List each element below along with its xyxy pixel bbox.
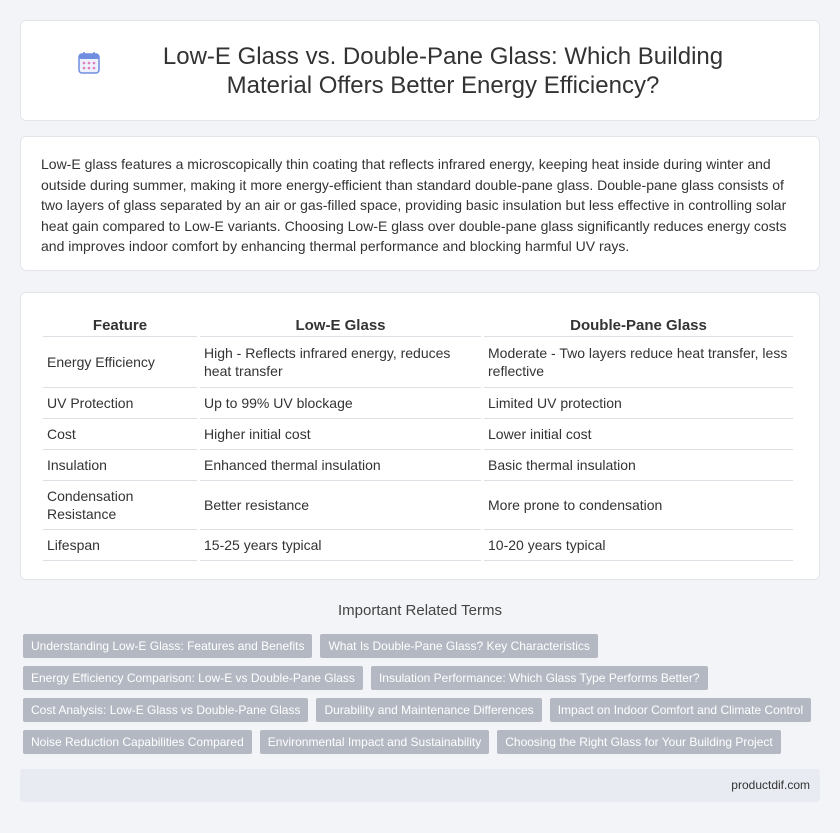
table-cell: 15-25 years typical	[200, 530, 481, 561]
page-title: Low-E Glass vs. Double-Pane Glass: Which Building Material Offers Better Energy Efficiency?	[162, 42, 724, 99]
column-header-double-pane: Double-Pane Glass	[484, 311, 793, 337]
column-header-feature: Feature	[43, 311, 197, 337]
related-tag[interactable]: Choosing the Right Glass for Your Building Project	[497, 730, 781, 754]
table-cell: High - Reflects infrared energy, reduces heat transfer	[200, 337, 481, 388]
footer-site[interactable]: productdif.com	[731, 778, 810, 792]
table-cell: Energy Efficiency	[43, 337, 197, 388]
table-cell: Enhanced thermal insulation	[200, 450, 481, 481]
related-tag[interactable]: Environmental Impact and Sustainability	[260, 730, 489, 754]
table-cell: Limited UV protection	[484, 388, 793, 419]
table-row	[43, 337, 793, 388]
table-cell: Higher initial cost	[200, 419, 481, 450]
table-header-row	[43, 311, 793, 337]
related-tag[interactable]: Energy Efficiency Comparison: Low-E vs Double-Pane Glass	[23, 666, 363, 690]
table-row	[43, 388, 793, 419]
related-terms-title: Important Related Terms	[338, 602, 502, 619]
table-cell: Moderate - Two layers reduce heat transfer, less reflective	[484, 337, 793, 388]
table-cell: Up to 99% UV blockage	[200, 388, 481, 419]
table-cell: UV Protection	[43, 388, 197, 419]
table-row	[43, 530, 793, 561]
table-cell: More prone to condensation	[484, 481, 793, 530]
tag-row	[23, 730, 823, 754]
related-tag[interactable]: Insulation Performance: Which Glass Type Performs Better?	[371, 666, 708, 690]
table-cell: Insulation	[43, 450, 197, 481]
table-cell: Cost	[43, 419, 197, 450]
table-cell: 10-20 years typical	[484, 530, 793, 561]
related-tags	[23, 634, 823, 762]
calendar-icon	[77, 42, 123, 80]
comparison-table-card	[20, 292, 820, 580]
title-wrap	[77, 42, 763, 100]
comparison-table	[40, 311, 796, 561]
column-header-low-e: Low-E Glass	[200, 311, 481, 337]
table-row	[43, 481, 793, 530]
header-card	[20, 20, 820, 121]
related-tag[interactable]: Impact on Indoor Comfort and Climate Control	[550, 698, 811, 722]
related-tag[interactable]: Cost Analysis: Low-E Glass vs Double-Pane Glass	[23, 698, 308, 722]
summary-card	[20, 136, 820, 271]
footer	[20, 769, 820, 802]
table-cell: Lower initial cost	[484, 419, 793, 450]
related-tag[interactable]: What Is Double-Pane Glass? Key Characteristics	[320, 634, 597, 658]
tag-row	[23, 666, 823, 690]
summary-text: Low-E glass features a microscopically thin coating that reflects infrared energy, keeping heat inside during winter and outside during summer, making it more energy-efficient than standard double-pane glass. Double-pane glass consists of two layers of glass separated by an air or gas-filled space, providing basic insulation but less effective in controlling solar heat gain compared to Low-E variants. Choosing Low-E glass over double-pane glass significantly reduces energy costs and improves indoor comfort by enhancing thermal performance and blocking harmful UV rays.	[41, 156, 787, 254]
related-tag[interactable]: Noise Reduction Capabilities Compared	[23, 730, 252, 754]
table-row	[43, 450, 793, 481]
related-tag[interactable]: Understanding Low-E Glass: Features and Benefits	[23, 634, 312, 658]
table-cell: Better resistance	[200, 481, 481, 530]
table-cell: Lifespan	[43, 530, 197, 561]
table-cell: Basic thermal insulation	[484, 450, 793, 481]
tag-row	[23, 698, 823, 722]
tag-row	[23, 634, 823, 658]
table-cell: Condensation Resistance	[43, 481, 197, 530]
table-row	[43, 419, 793, 450]
related-tag[interactable]: Durability and Maintenance Differences	[316, 698, 541, 722]
